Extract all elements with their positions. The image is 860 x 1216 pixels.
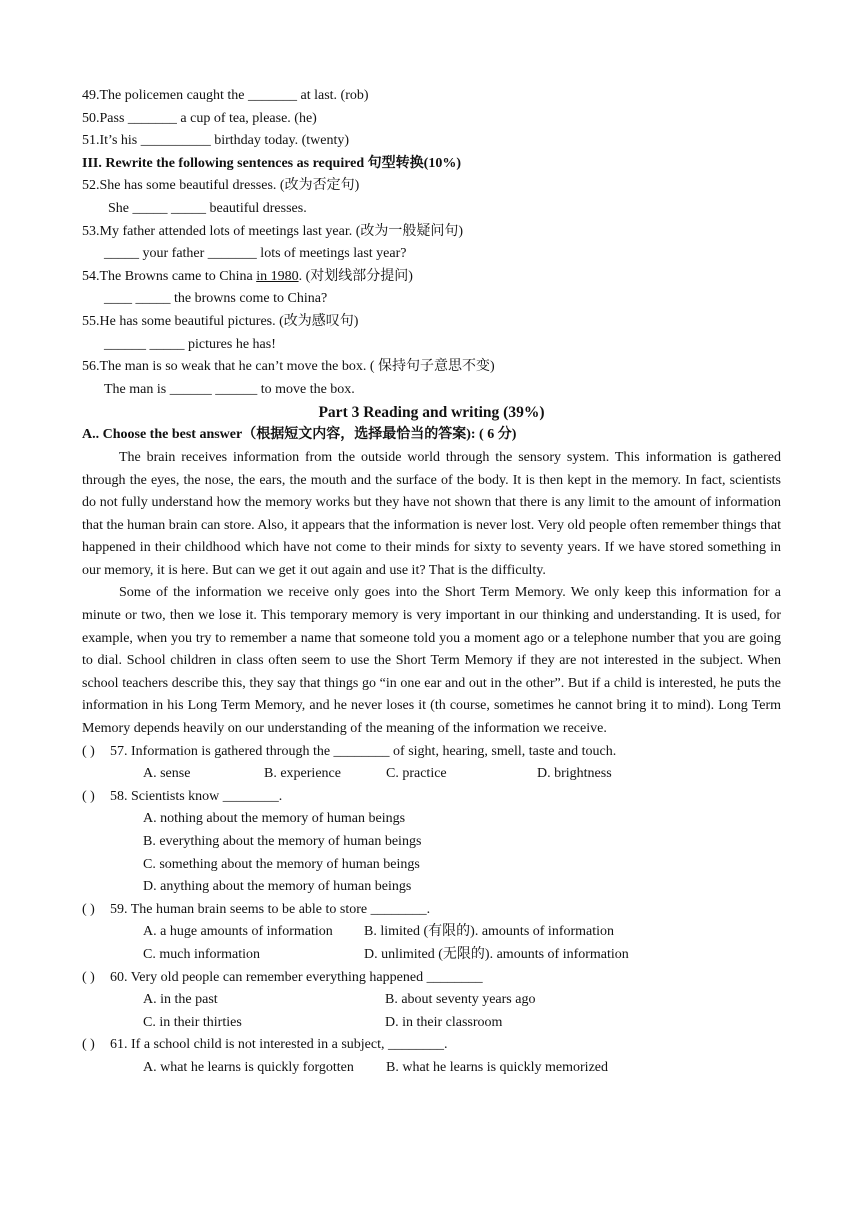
prompt-54-end: . (对划线部分提问) [298,268,413,284]
option-c: C. practice [386,766,447,782]
rewrite-prompt-56: 56.The man is so weak that he can’t move the box. ( 保持句子意思不变) [82,359,495,375]
question-stem: 59. The human brain seems to be able to store ________. [110,901,431,917]
prompt-54-start: 54.The Browns came to China [82,268,257,284]
rewrite-answer-55: ______ _____ pictures he has! [104,336,276,352]
option-d: D. in their classroom [385,1014,503,1030]
rewrite-prompt-52: 52.She has some beautiful dresses. (改为否定句) [82,178,360,194]
options-59-row-2 [82,944,781,967]
question-stem: 61. If a school child is not interested in a subject, ________. [110,1037,448,1053]
options-61 [82,1057,781,1080]
option-a: A. in the past [143,992,218,1008]
section-a-heading: A.. Choose the best answer（根据短文内容，选择最恰当的答案): ( 6 分) [82,427,517,443]
question-stem: 58. Scientists know ________. [110,788,283,804]
option-a: A. sense [143,766,191,782]
option-b: B. experience [264,766,341,782]
fill-item-50: 50.Pass _______ a cup of tea, please. (he) [82,110,317,126]
options-60-row-1 [82,989,781,1012]
question-stem: 57. Information is gathered through the ________ of sight, hearing, smell, taste and touch. [110,743,617,759]
fill-item-49: 49.The policemen caught the _______ at last. (rob) [82,88,369,103]
part-3-title: Part 3 Reading and writing (39%) [318,404,545,422]
rewrite-answer-53: _____ your father _______ lots of meetings last year? [104,246,407,262]
prompt-54-underlined: in 1980 [256,268,299,284]
question-58 [82,786,781,809]
rewrite-answer-54: ____ _____ the browns come to China? [104,291,328,307]
answer-blank[interactable]: ( ) [82,788,95,804]
fill-item-51: 51.It’s his __________ birthday today. (twenty) [82,133,350,149]
options-60-row-2 [82,1012,781,1035]
worksheet-page [82,85,781,1080]
options-59-row-1 [82,921,781,944]
option-b: B. everything about the memory of human beings [143,834,422,849]
option-c: C. something about the memory of human beings [143,856,420,872]
question-59 [82,899,781,922]
rewrite-prompt-53: 53.My father attended lots of meetings last year. (改为一般疑问句) [82,223,464,239]
rewrite-prompt-55: 55.He has some beautiful pictures. (改为感叹句) [82,313,359,329]
option-b: B. limited (有限的). amounts of information [364,924,615,940]
option-c: C. in their thirties [143,1014,242,1030]
question-61 [82,1034,781,1057]
option-a: A. a huge amounts of information [143,924,333,940]
option-c: C. much information [143,946,261,962]
option-b: B. what he learns is quickly memorized [386,1059,608,1075]
answer-blank[interactable]: ( ) [82,1037,95,1053]
option-b: B. about seventy years ago [385,992,536,1008]
answer-blank[interactable]: ( ) [82,901,95,917]
passage-paragraph-2: Some of the information we receive only goes into the Short Term Memory. We only keep this information for a minute or two, then we lose it. This temporary memory is very important in our thinking and understanding. It is used, for example, when you try to remember a name that someone told you a moment ago or a telephone number that you are going to dial. School children in class often seem to use the Short Term Memory if they are not interested in the subject. When school teachers describe this, they say that things go “in one ear and out in the other”. But if a child is interested, he puts the information in his Long Term Memory, and he never loses it (th course, sometimes he cannot bring it to mind). Long Term Memory depends heavily on our understanding of the meaning of the information we receive. [82,585,781,737]
section-3-heading: III. Rewrite the following sentences as required 句型转换(10%) [82,155,462,171]
option-d: D. unlimited (无限的). amounts of information [364,946,629,962]
passage-paragraph-1: The brain receives information from the outside world through the sensory system. This information is gathered through the eyes, the nose, the ears, the mouth and the surface of the body. It is then kept in the memory. In fact, scientists do not fully understand how the memory works but they have not shown that there is any limit to the amount of information that the human brain can store. Also, it appears that the information is never lost. Very old people often remember things that happened in their childhood which have not come to their minds for sixty to seventy years. If we have stored something in our memory, it is here. But can we get it out again and use it? That is the difficulty. [82,449,781,578]
rewrite-answer-52: She _____ _____ beautiful dresses. [108,200,307,216]
option-d: D. brightness [537,766,612,782]
option-d: D. anything about the memory of human beings [143,879,412,895]
option-a: A. what he learns is quickly forgotten [143,1059,354,1075]
answer-blank[interactable]: ( ) [82,743,95,759]
option-a: A. nothing about the memory of human beings [143,811,406,827]
options-57 [82,763,781,786]
answer-blank[interactable]: ( ) [82,969,95,985]
question-60 [82,967,781,990]
rewrite-prompt-54 [82,266,781,289]
rewrite-answer-56: The man is ______ ______ to move the box. [104,381,355,397]
question-57 [82,741,781,764]
question-stem: 60. Very old people can remember everything happened ________ [110,969,483,985]
